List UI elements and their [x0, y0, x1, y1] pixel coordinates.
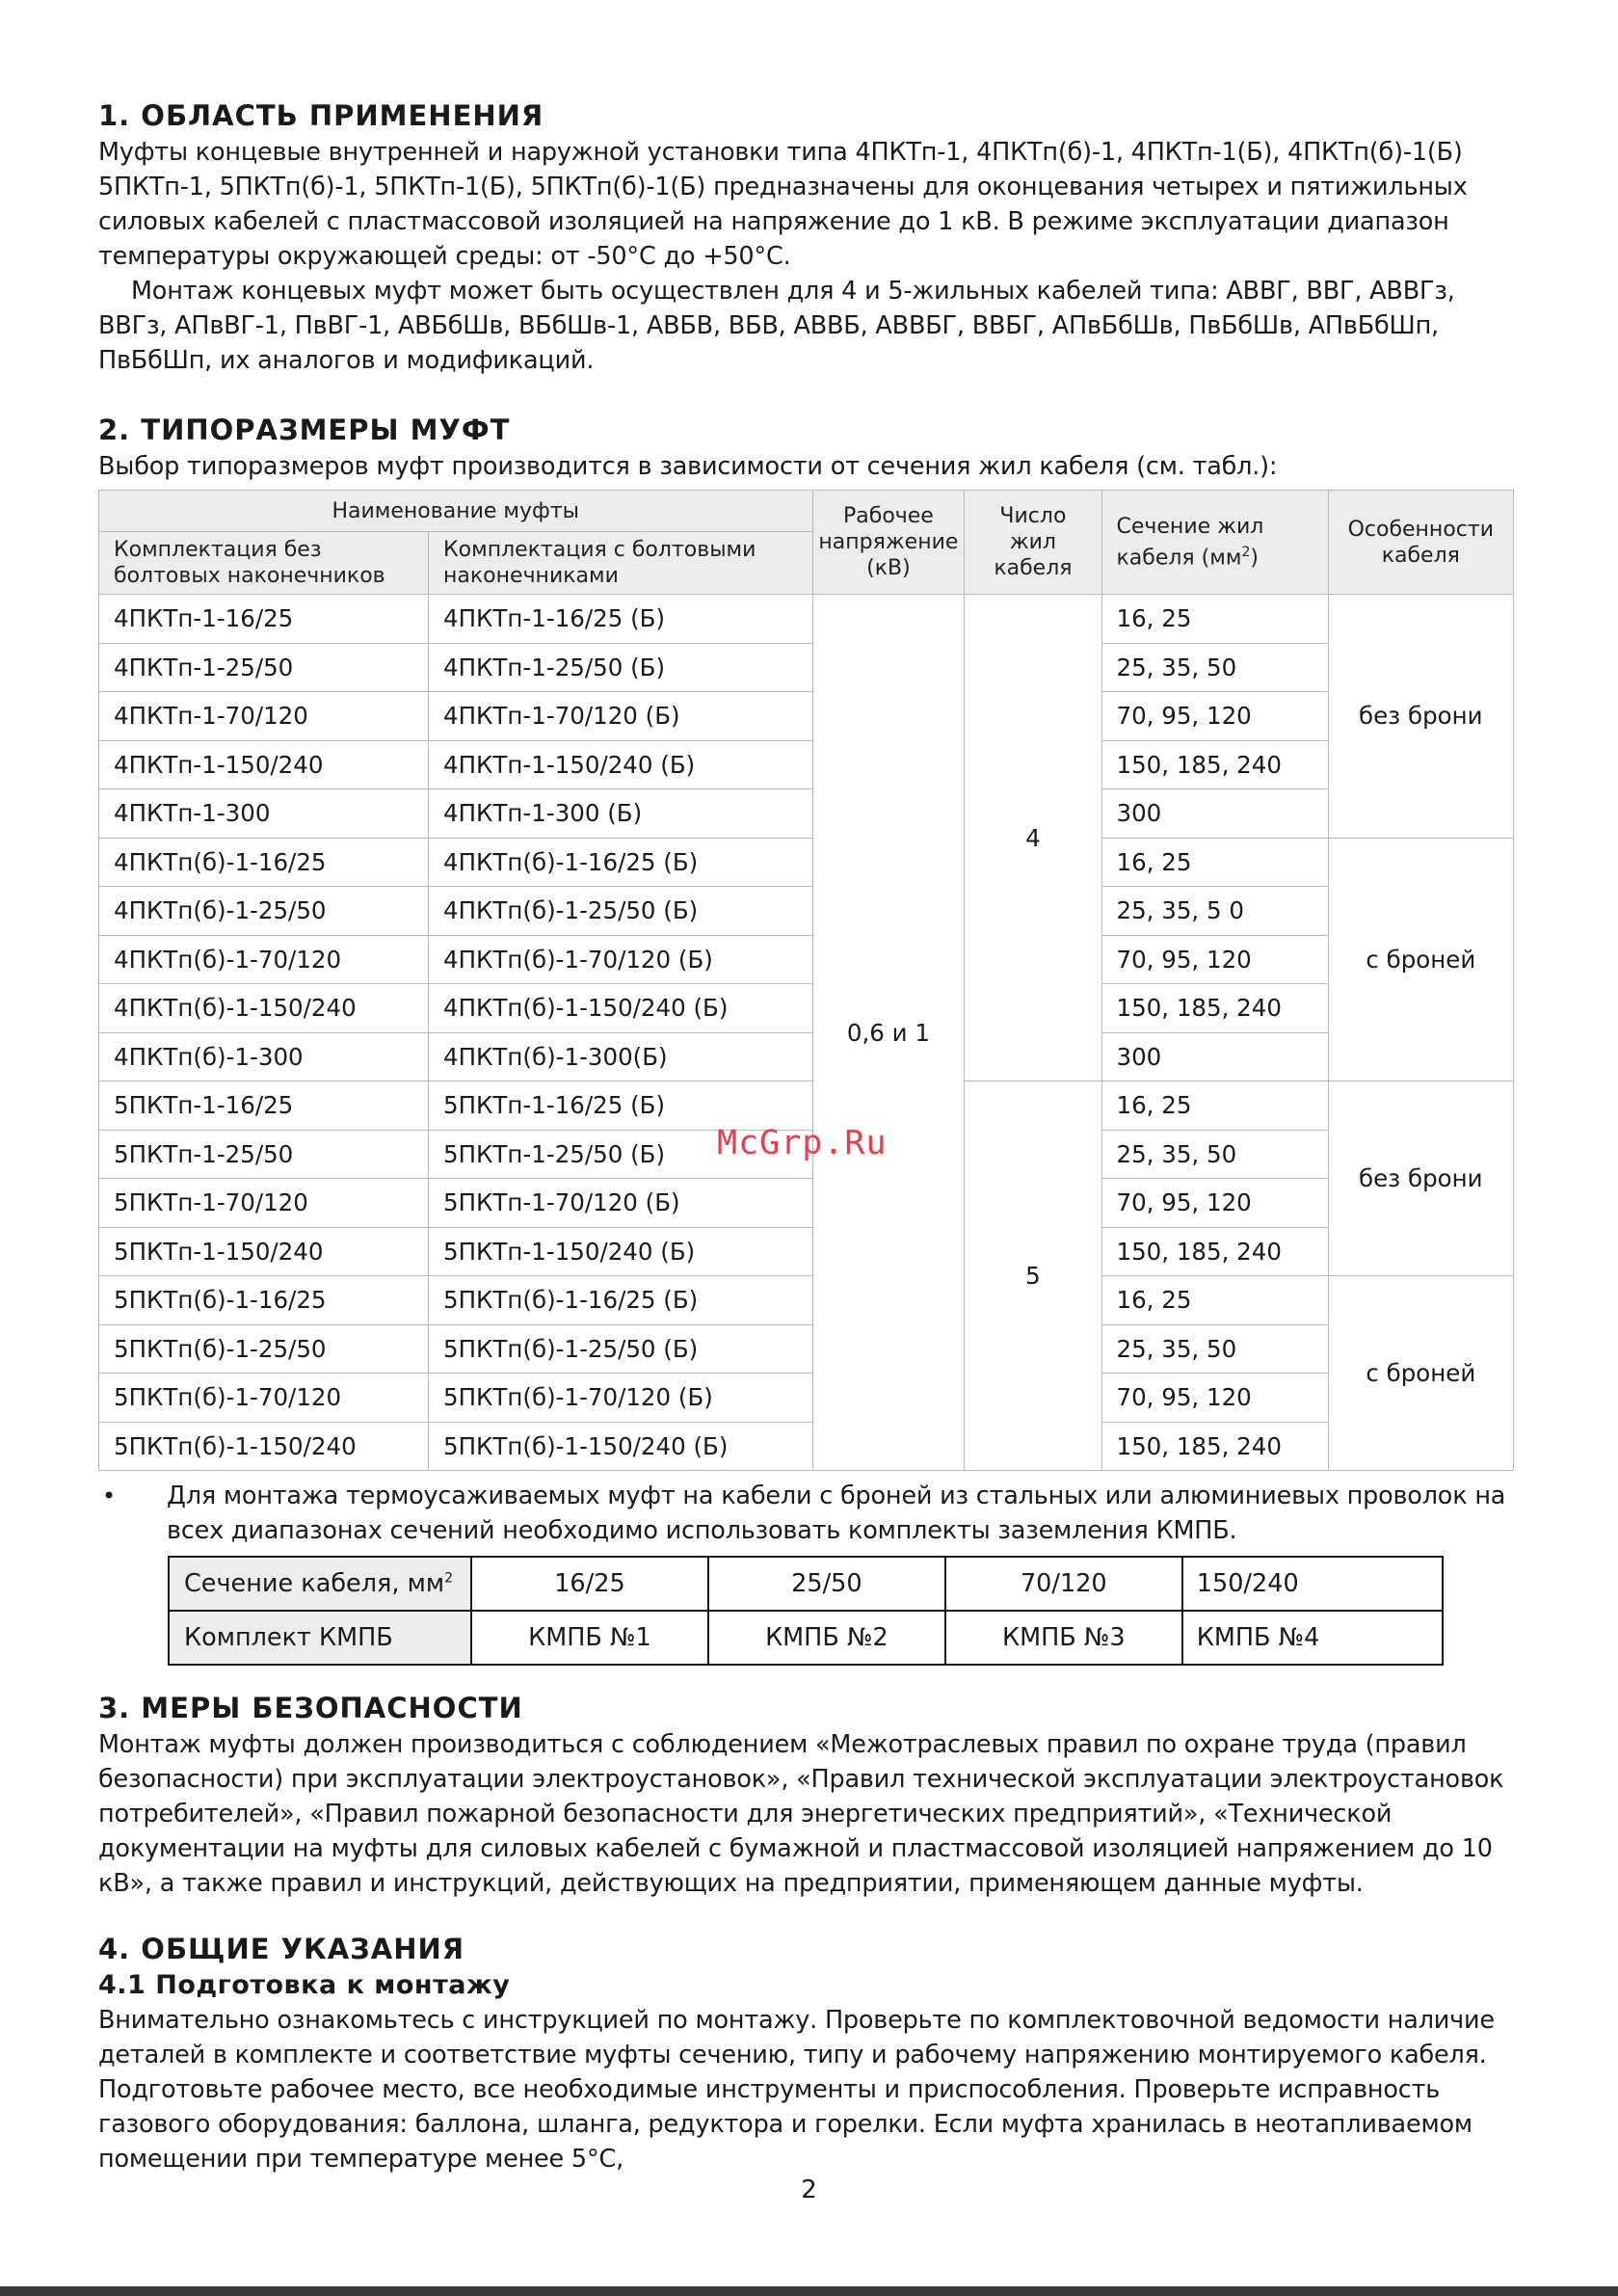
header-section-end: ): [1250, 546, 1259, 571]
table-row: [99, 984, 1514, 1033]
section-cell: 16, 25: [1101, 595, 1328, 644]
coupling-with-lugs: 5ПКТп-1-150/240 (Б): [429, 1227, 812, 1276]
kmpb-section-cell: 150/240: [1182, 1557, 1443, 1611]
coupling-without-lugs: 4ПКТп-1-70/120: [99, 692, 429, 741]
watermark: McGrp.Ru: [717, 1124, 888, 1162]
feature-cell: с броней: [1328, 1276, 1513, 1471]
header-voltage: Рабочее напряжение (кВ): [812, 491, 965, 595]
coupling-without-lugs: 4ПКТп-1-150/240: [99, 740, 429, 789]
coupling-without-lugs: 4ПКТп(б)-1-150/240: [99, 984, 429, 1033]
section-cell: 16, 25: [1101, 838, 1328, 887]
table-row: [99, 838, 1514, 887]
kmpb-section-label-text: Сечение кабеля, мм: [184, 1569, 445, 1598]
table-row: [99, 1324, 1514, 1374]
coupling-without-lugs: 4ПКТп(б)-1-16/25: [99, 838, 429, 887]
voltage-cell: 0,6 и 1: [812, 595, 965, 1471]
coupling-without-lugs: 5ПКТп-1-16/25: [99, 1081, 429, 1131]
kmpb-kit-cell: КМПБ №2: [708, 1611, 945, 1665]
coupling-without-lugs: 4ПКТп(б)-1-25/50: [99, 887, 429, 936]
kmpb-section-cell: 16/25: [471, 1557, 708, 1611]
table-row: [99, 643, 1514, 692]
table-row: [99, 1179, 1514, 1228]
table-row: [99, 595, 1514, 644]
section-3-paragraph: Монтаж муфты должен производиться с соблюдением «Межотраслевых правил по охране труда (правил безопасности) при эксплуатации электроустановок», «Правил технической эксплуатации электроустановок потребителей», «Правил пожарной безопасности для энергетических предприятий», «Технической документации на муфты для силовых кабелей с бумажной и пластмассовой изоляцией напряжением до 10 кВ», а также правил и инструкций, действующих на предприятии, применяющем данные муфты.: [98, 1730, 1504, 1898]
cores-cell: 5: [965, 1081, 1101, 1471]
armor-note-text: Для монтажа термоусаживаемых муфт на кабели с броней из стальных или алюминиевых проволок на всех диапазонах сечений необходимо использовать комплекты заземления КМПБ.: [167, 1482, 1506, 1545]
kmpb-section-label: [169, 1557, 471, 1611]
section-2-title: 2. ТИПОРАЗМЕРЫ МУФТ: [98, 414, 511, 446]
table-row: [99, 789, 1514, 839]
section-cell: 25, 35, 50: [1101, 1130, 1328, 1179]
kmpb-section-cell: 70/120: [945, 1557, 1182, 1611]
kmpb-section-cell: 25/50: [708, 1557, 945, 1611]
section-cell: 25, 35, 5 0: [1101, 887, 1328, 936]
section-cell: 25, 35, 50: [1101, 1324, 1328, 1374]
header-without-lugs: Комплектация без болтовых наконечников: [99, 532, 429, 595]
section-3-title: 3. МЕРЫ БЕЗОПАСНОСТИ: [98, 1692, 523, 1724]
coupling-with-lugs: 4ПКТп-1-300 (Б): [429, 789, 812, 839]
armor-note: [98, 1479, 1515, 1548]
table-row: [99, 740, 1514, 789]
coupling-with-lugs: 4ПКТп-1-150/240 (Б): [429, 740, 812, 789]
coupling-with-lugs: 4ПКТп-1-70/120 (Б): [429, 692, 812, 741]
section-1-title: 1. ОБЛАСТЬ ПРИМЕНЕНИЯ: [98, 99, 544, 132]
section-4-paragraph: Внимательно ознакомьтесь с инструкцией по монтажу. Проверьте по комплектовочной ведомости наличие деталей в комплекте и соответствие муфты сечению, типу и рабочему напряжению монтируемого кабеля. Подготовьте рабочее место, все необходимые инструменты и приспособления. Проверьте исправность газового оборудования: баллона, шланга, редуктора и горелки. Если муфта хранилась в неотапливаемом помещении при температуре менее 5°С,: [98, 2006, 1495, 2174]
bullet-icon: •: [102, 1482, 117, 1509]
table-row: [99, 1374, 1514, 1423]
coupling-with-lugs: 5ПКТп-1-70/120 (Б): [429, 1179, 812, 1228]
coupling-with-lugs: 4ПКТп(б)-1-300(Б): [429, 1032, 812, 1081]
coupling-with-lugs: 5ПКТп-1-25/50 (Б): [429, 1130, 812, 1179]
section-cell: 150, 185, 240: [1101, 984, 1328, 1033]
section-cell: 300: [1101, 789, 1328, 839]
table-row: [99, 1276, 1514, 1325]
header-section-sup: 2: [1241, 544, 1251, 560]
coupling-with-lugs: 5ПКТп-1-16/25 (Б): [429, 1081, 812, 1131]
feature-cell: без брони: [1328, 1081, 1513, 1276]
section-cell: 300: [1101, 1032, 1328, 1081]
section-cell: 70, 95, 120: [1101, 692, 1328, 741]
coupling-without-lugs: 5ПКТп(б)-1-16/25: [99, 1276, 429, 1325]
coupling-with-lugs: 4ПКТп(б)-1-25/50 (Б): [429, 887, 812, 936]
kmpb-kit-cell: КМПБ №1: [471, 1611, 708, 1665]
coupling-without-lugs: 4ПКТп-1-16/25: [99, 595, 429, 644]
coupling-without-lugs: 5ПКТп-1-25/50: [99, 1130, 429, 1179]
coupling-with-lugs: 5ПКТп(б)-1-16/25 (Б): [429, 1276, 812, 1325]
coupling-sizes-table: [98, 490, 1514, 1471]
kmpb-kit-cell: КМПБ №4: [1182, 1611, 1443, 1665]
cores-cell: 4: [965, 595, 1101, 1081]
table-row: [99, 1032, 1514, 1081]
coupling-with-lugs: 4ПКТп-1-16/25 (Б): [429, 595, 812, 644]
kmpb-section-label-sup: 2: [444, 1570, 453, 1587]
coupling-without-lugs: 4ПКТп(б)-1-300: [99, 1032, 429, 1081]
section-2-intro: Выбор типоразмеров муфт производится в зависимости от сечения жил кабеля (см. табл.):: [98, 452, 1278, 481]
coupling-without-lugs: 5ПКТп(б)-1-150/240: [99, 1422, 429, 1471]
feature-cell: без брони: [1328, 595, 1513, 839]
section-cell: 150, 185, 240: [1101, 740, 1328, 789]
header-section: [1101, 491, 1328, 595]
kmpb-section-row: [169, 1557, 1443, 1611]
header-name-group: Наименование муфты: [99, 491, 813, 532]
header-feature: Особенности кабеля: [1328, 491, 1513, 595]
coupling-without-lugs: 4ПКТп(б)-1-70/120: [99, 935, 429, 984]
kmpb-kit-cell: КМПБ №3: [945, 1611, 1182, 1665]
header-section-text: Сечение жил кабеля (мм: [1116, 514, 1264, 571]
section-4-title: 4. ОБЩИЕ УКАЗАНИЯ: [98, 1933, 465, 1965]
table-row: [99, 887, 1514, 936]
section-4-1-title: 4.1 Подготовка к монтажу: [98, 1970, 511, 2000]
page-number: 2: [801, 2176, 817, 2204]
header-cores: Число жил кабеля: [965, 491, 1101, 595]
coupling-with-lugs: 5ПКТп(б)-1-150/240 (Б): [429, 1422, 812, 1471]
table-row: [99, 1227, 1514, 1276]
coupling-without-lugs: 5ПКТп(б)-1-70/120: [99, 1374, 429, 1423]
section-cell: 25, 35, 50: [1101, 643, 1328, 692]
coupling-without-lugs: 4ПКТп-1-300: [99, 789, 429, 839]
section-cell: 150, 185, 240: [1101, 1227, 1328, 1276]
coupling-with-lugs: 4ПКТп(б)-1-70/120 (Б): [429, 935, 812, 984]
section-cell: 16, 25: [1101, 1276, 1328, 1325]
section-cell: 70, 95, 120: [1101, 1179, 1328, 1228]
coupling-without-lugs: 5ПКТп(б)-1-25/50: [99, 1324, 429, 1374]
table-row: [99, 935, 1514, 984]
coupling-without-lugs: 5ПКТп-1-70/120: [99, 1179, 429, 1228]
coupling-with-lugs: 4ПКТп-1-25/50 (Б): [429, 643, 812, 692]
section-cell: 70, 95, 120: [1101, 935, 1328, 984]
section-cell: 16, 25: [1101, 1081, 1328, 1131]
coupling-without-lugs: 5ПКТп-1-150/240: [99, 1227, 429, 1276]
table-row: [99, 1081, 1514, 1131]
kmpb-table: [168, 1556, 1444, 1666]
header-with-lugs: Комплектация с болтовыми наконечниками: [429, 532, 812, 595]
section-1-paragraph-1: Муфты концевые внутренней и наружной установки типа 4ПКТп-1, 4ПКТп(б)-1, 4ПКТп-1(Б), 4ПКТп(б)-1(Б) 5ПКТп-1, 5ПКТп(б)-1, 5ПКТп-1(Б), 5ПКТп(б)-1(Б) предназначены для оконцевания четырех и пятижильных силовых кабелей с пластмассовой изоляцией на напряжение до 1 кВ. В режиме эксплуатации диапазон температуры окружающей среды: от -50°С до +50°С.: [98, 138, 1468, 271]
coupling-with-lugs: 5ПКТп(б)-1-70/120 (Б): [429, 1374, 812, 1423]
feature-cell: с броней: [1328, 838, 1513, 1081]
coupling-without-lugs: 4ПКТп-1-25/50: [99, 643, 429, 692]
table-row: [99, 1422, 1514, 1471]
bottom-border: [0, 2286, 1618, 2296]
kmpb-kit-label: Комплект КМПБ: [169, 1611, 471, 1665]
table-body: [99, 595, 1514, 1471]
coupling-with-lugs: 4ПКТп(б)-1-150/240 (Б): [429, 984, 812, 1033]
section-1-paragraph-2: Монтаж концевых муфт может быть осуществлен для 4 и 5-жильных кабелей типа: АВВГ, ВВГ, АВВГз, ВВГз, АПвВГ-1, ПвВГ-1, АВБбШв, ВБбШв-1, АВБВ, ВБВ, АВВБ, АВВБГ, ВВБГ, АПвБбШв, ПвБбШв, АПвБбШп, ПвБбШп, их аналогов и модификаций.: [98, 277, 1455, 375]
section-cell: 70, 95, 120: [1101, 1374, 1328, 1423]
kmpb-kit-row: [169, 1611, 1443, 1665]
table-row: [99, 692, 1514, 741]
section-cell: 150, 185, 240: [1101, 1422, 1328, 1471]
coupling-with-lugs: 4ПКТп(б)-1-16/25 (Б): [429, 838, 812, 887]
coupling-with-lugs: 5ПКТп(б)-1-25/50 (Б): [429, 1324, 812, 1374]
